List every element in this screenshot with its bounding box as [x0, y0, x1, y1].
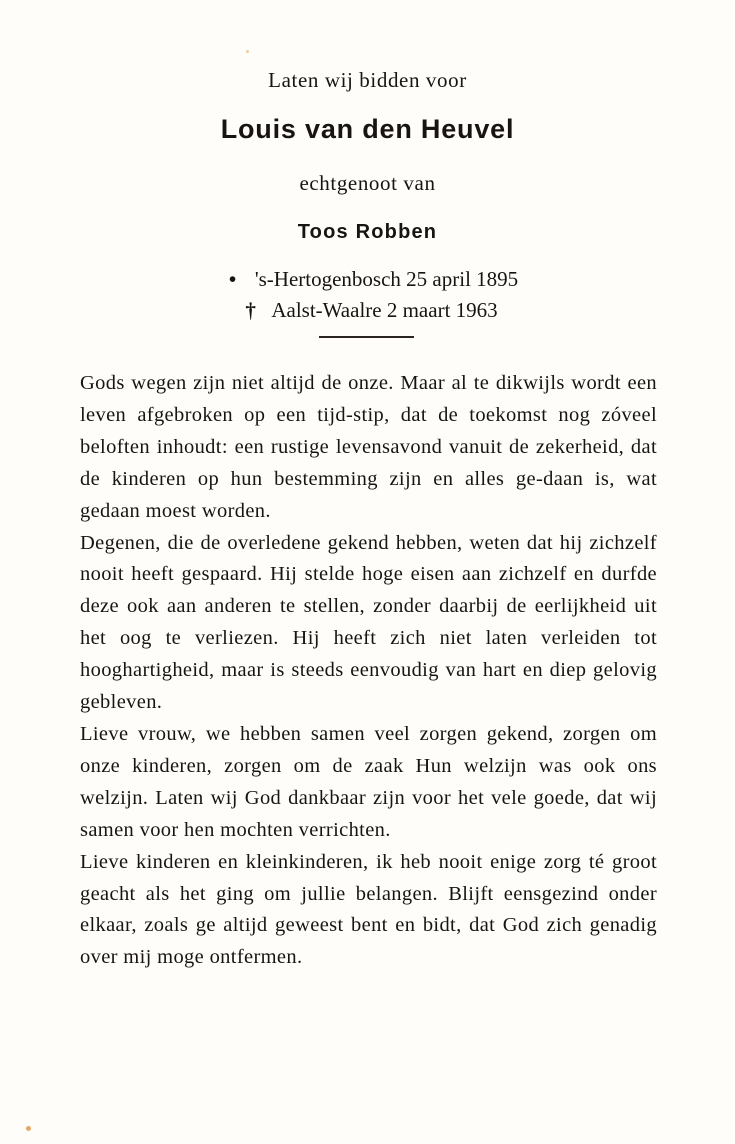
prayer-intro: Laten wij bidden voor: [268, 68, 467, 92]
paper-speck: [26, 1126, 31, 1131]
birth-text: 's-Hertogenbosch 25 april 1895: [254, 267, 519, 291]
paper-speck: [246, 50, 249, 53]
birth-line: [6, 267, 735, 292]
paragraph: Degenen, die de overledene gekend hebben, weten dat hij zichzelf nooit heeft gespaard. Hij stelde hoge eisen aan zichzelf en durfde deze ook aan anderen te stellen, zonder daarbij de eerlijkheid uit het oog te verliezen. Hij heeft zich niet laten verleiden tot hooghartigheid, maar is steeds eenvoudig van hart en diep gelovig gebleven.: [80, 531, 657, 714]
birth-mark-icon: •: [228, 267, 237, 291]
spouse-label: echtgenoot van: [299, 171, 436, 195]
cross-icon: †: [245, 298, 256, 322]
paragraph: Gods wegen zijn niet altijd de onze. Maar al te dikwijls wordt een leven afgebroken op een tijd-stip, dat de toekomst nog zóveel beloften inhoudt: een rustige levensavond vanuit de zekerheid, dat de kinderen op hun bestemming zijn en alles ge-daan is, wat gedaan moest worden.: [80, 372, 657, 522]
paragraph: Lieve vrouw, we hebben samen veel zorgen gekend, zorgen om onze kinderen, zorgen om de zaak Hun welzijn was ook ons welzijn. Laten wij God dankbaar zijn voor het vele goede, dat wij samen voor hen mochten verrichten.: [80, 722, 657, 841]
death-line: [4, 298, 735, 323]
death-text: Aalst-Waalre 2 maart 1963: [271, 298, 498, 322]
paragraph: Lieve kinderen en kleinkinderen, ik heb nooit enige zorg té groot geacht als het ging om jullie belangen. Blijft eensgezind onder elkaar, zoals ge altijd geweest bent en bidt, dat God zich genadig over mij moge ontfermen.: [80, 850, 657, 969]
memorial-text: [80, 368, 657, 974]
divider: [319, 336, 414, 338]
spouse-name: Toos Robben: [297, 221, 438, 243]
deceased-name: Louis van den Heuvel: [220, 114, 515, 144]
